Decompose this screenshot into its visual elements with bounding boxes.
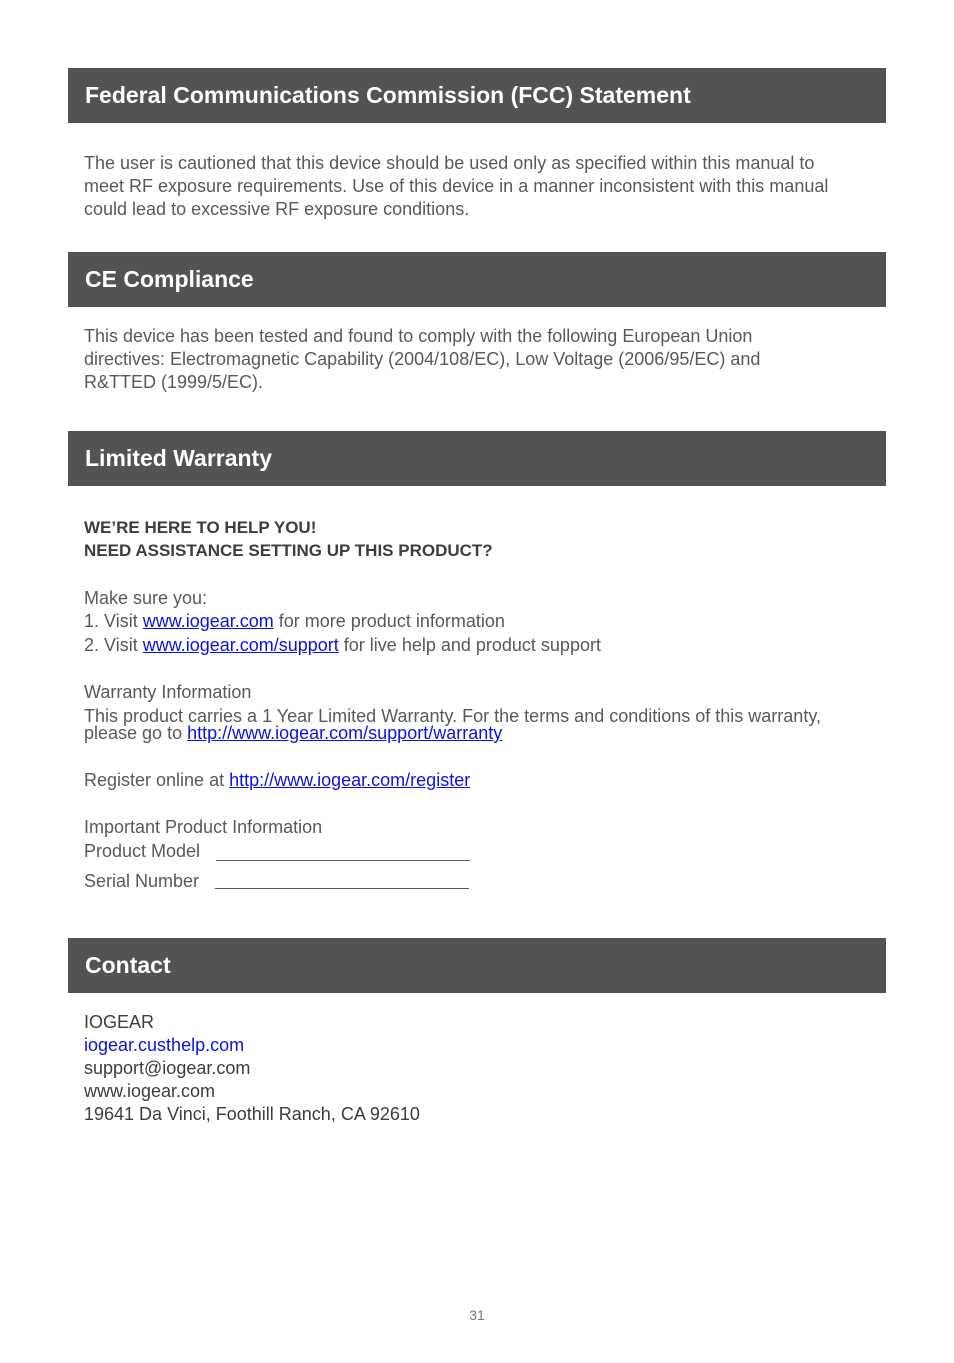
ce-line-2: directives: Electromagnetic Capability (2004/108/EC), Low Voltage (2006/95/EC) and bbox=[84, 349, 761, 369]
contact-email: support@iogear.com bbox=[84, 1058, 251, 1078]
contact-custhelp-row bbox=[84, 1034, 244, 1057]
step-1 bbox=[84, 610, 505, 633]
page-number: 31 bbox=[469, 1307, 485, 1323]
contact-section-header bbox=[68, 938, 886, 993]
make-sure-label: Make sure you: bbox=[84, 588, 208, 608]
ce-title: CE Compliance bbox=[85, 266, 254, 292]
fcc-section-header bbox=[68, 68, 886, 123]
product-model-blank bbox=[216, 860, 470, 861]
warranty-info-line-1: This product carries a 1 Year Limited Warranty. For the terms and conditions of this warranty, bbox=[84, 706, 821, 726]
serial-number-label: Serial Number bbox=[84, 871, 200, 891]
fcc-line-3: could lead to excessive RF exposure conditions. bbox=[84, 199, 470, 219]
contact-address: 19641 Da Vinci, Foothill Ranch, CA 92610 bbox=[84, 1104, 420, 1124]
contact-website: www.iogear.com bbox=[84, 1081, 216, 1101]
ce-section-header bbox=[68, 252, 886, 307]
warranty-info-line-2 bbox=[84, 722, 502, 745]
fcc-line-1: The user is cautioned that this device should be used only as specified within this manual to bbox=[84, 153, 815, 173]
warranty-title: Limited Warranty bbox=[85, 445, 273, 471]
step-2-suffix: for live help and product support bbox=[338, 635, 601, 655]
step-2 bbox=[84, 634, 601, 657]
product-model-label: Product Model bbox=[84, 841, 201, 861]
custhelp-link[interactable]: iogear.custhelp.com bbox=[84, 1035, 245, 1055]
ce-line-3: R&TTED (1999/5/EC). bbox=[84, 372, 264, 392]
warranty-info-heading: Warranty Information bbox=[84, 682, 252, 702]
ce-line-1: This device has been tested and found to comply with the following European Union bbox=[84, 326, 753, 346]
register-line bbox=[84, 769, 470, 792]
iogear-home-link[interactable]: www.iogear.com bbox=[142, 611, 274, 631]
iogear-support-link[interactable]: www.iogear.com/support bbox=[142, 635, 339, 655]
warranty-link[interactable]: http://www.iogear.com/support/warranty bbox=[187, 723, 503, 743]
step-2-prefix: 2. Visit bbox=[84, 635, 143, 655]
contact-company: IOGEAR bbox=[84, 1012, 155, 1032]
important-info-heading: Important Product Information bbox=[84, 817, 323, 837]
warranty-info-prefix: please go to bbox=[84, 723, 188, 743]
help-heading-1: WE’RE HERE TO HELP YOU! bbox=[84, 518, 317, 537]
register-link[interactable]: http://www.iogear.com/register bbox=[229, 770, 471, 790]
warranty-section-header bbox=[68, 431, 886, 486]
fcc-title: Federal Communications Commission (FCC) Statement bbox=[85, 82, 691, 108]
step-1-suffix: for more product information bbox=[273, 611, 505, 631]
help-heading-2: NEED ASSISTANCE SETTING UP THIS PRODUCT? bbox=[84, 541, 493, 560]
serial-number-blank bbox=[215, 888, 469, 889]
step-1-prefix: 1. Visit bbox=[84, 611, 143, 631]
fcc-line-2: meet RF exposure requirements. Use of this device in a manner inconsistent with this manual bbox=[84, 176, 829, 196]
register-prefix: Register online at bbox=[84, 770, 230, 790]
contact-title: Contact bbox=[85, 952, 171, 978]
